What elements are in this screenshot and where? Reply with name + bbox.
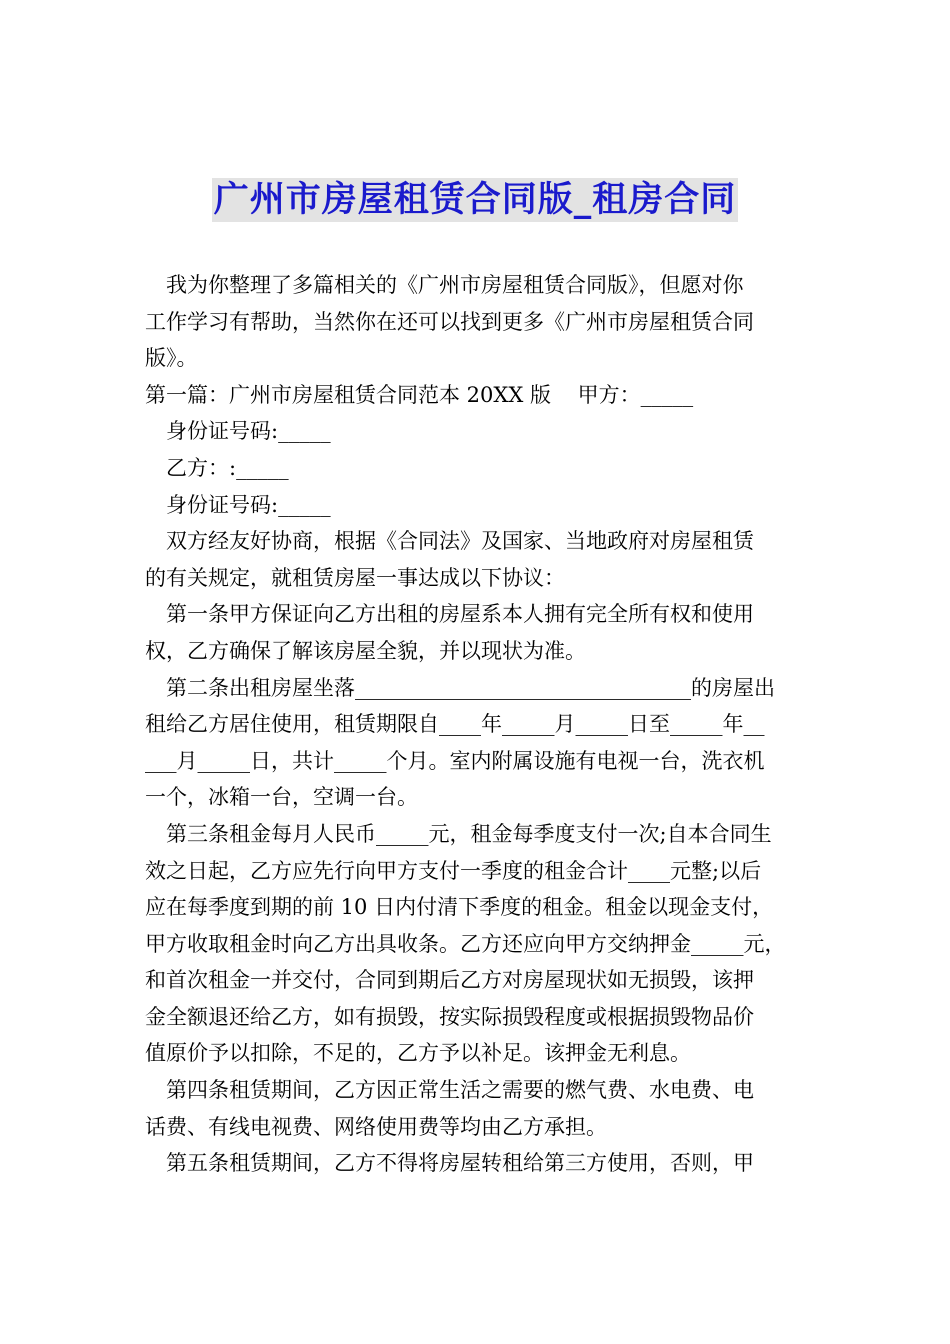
text-line: 话费、有线电视费、网络使用费等均由乙方承担。 (145, 1114, 607, 1139)
text-line: 权，乙方确保了解该房屋全貌，并以现状为准。 (145, 638, 586, 663)
text-line: 第五条租赁期间，乙方不得将房屋转租给第三方使用，否则，甲 (166, 1151, 754, 1176)
text-line: 第二条出租房屋坐落________________________________的房屋出 (166, 675, 775, 700)
text-line: ___月_____日，共计_____个月。室内附属设施有电视一台，洗衣机 (145, 748, 765, 773)
text-line: 第一条甲方保证向乙方出租的房屋系本人拥有完全所有权和使用 (166, 602, 754, 627)
text-line: 效之日起，乙方应先行向甲方支付一季度的租金合计____元整;以后 (145, 858, 762, 883)
text-line: 工作学习有帮助，当然你在还可以找到更多《广州市房屋租赁合同 (145, 309, 754, 334)
text-line: 我为你整理了多篇相关的《广州市房屋租赁合同版》，但愿对你 (166, 273, 744, 297)
text-line: 身份证号码:_____ (166, 492, 331, 517)
document-body (145, 267, 809, 1182)
text-line: 一个，冰箱一台，空调一台。 (145, 785, 418, 810)
text-line: 第一篇：广州市房屋租赁合同范本 20XX 版 甲方：_____ (145, 382, 694, 407)
text-line: 第三条租金每月人民币_____元，租金每季度支付一次;自本合同生 (166, 821, 772, 846)
text-line: 第四条租赁期间，乙方因正常生活之需要的燃气费、水电费、电 (166, 1078, 754, 1103)
text-line: 甲方收取租金时向乙方出具收条。乙方还应向甲方交纳押金_____元， (145, 931, 786, 956)
text-line: 租给乙方居住使用，租赁期限自____年_____月_____日至_____年__ (145, 712, 765, 737)
text-line: 双方经友好协商，根据《合同法》及国家、当地政府对房屋租赁 (166, 529, 754, 554)
title-container (0, 178, 950, 222)
text-line: 身份证号码:_____ (166, 419, 331, 444)
text-line: 和首次租金一并交付，合同到期后乙方对房屋现状如无损毁，该押 (145, 968, 754, 993)
text-line: 值原价予以扣除，不足的，乙方予以补足。该押金无利息。 (145, 1041, 691, 1066)
text-line: 应在每季度到期的前 10 日内付清下季度的租金。租金以现金支付， (145, 895, 774, 920)
document-title: 广州市房屋租赁合同版_租房合同 (213, 180, 737, 220)
text-line: 版》。 (145, 346, 198, 371)
text-line: 金全额退还给乙方，如有损毁，按实际损毁程度或根据损毁物品价 (145, 1004, 754, 1029)
text-line: 的有关规定，就租赁房屋一事达成以下协议： (145, 565, 565, 590)
text-line: 乙方：:_____ (166, 455, 289, 480)
